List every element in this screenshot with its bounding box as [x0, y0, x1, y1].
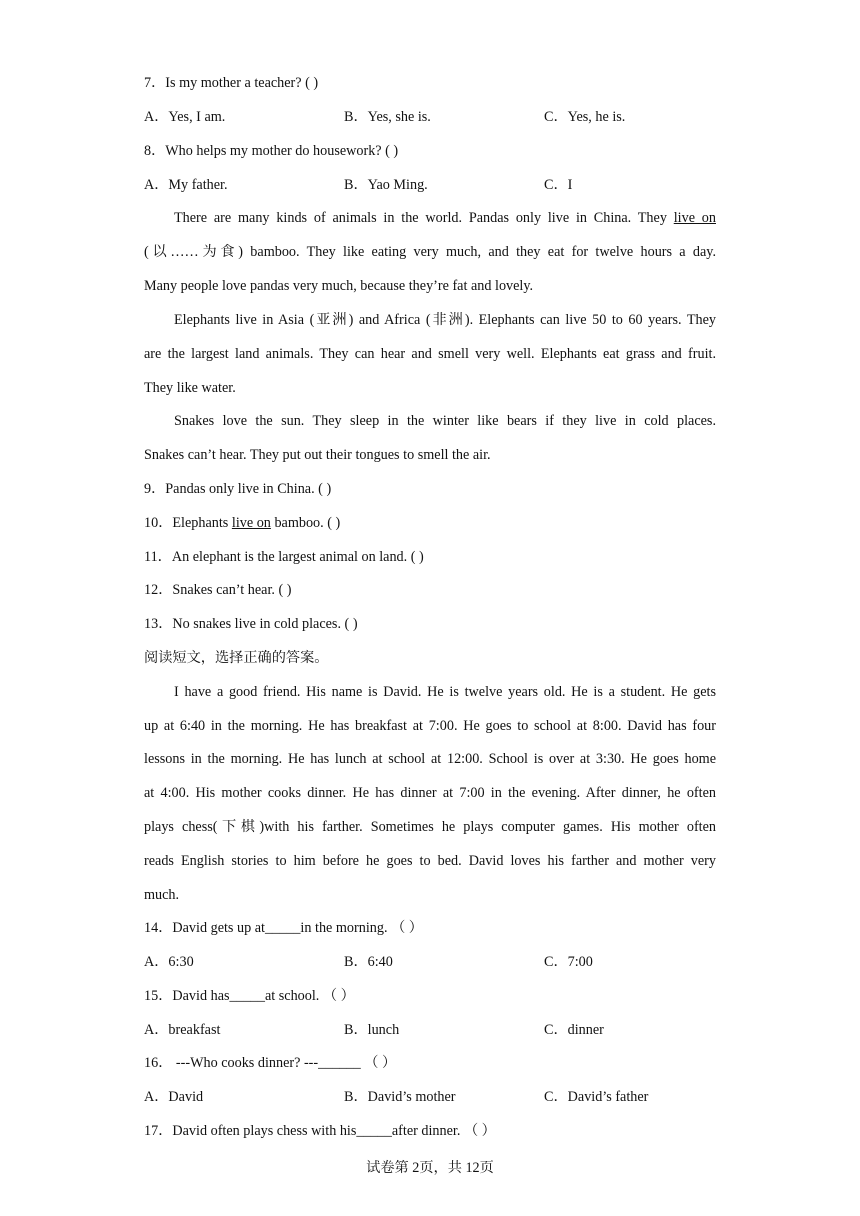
- passage1-line: [174, 208, 716, 228]
- passage1-line: Snakes love the sun. They sleep in the winter like bears if they live in cold places.: [174, 413, 716, 429]
- passage2-line: at 4:00. His mother cooks dinner. He has dinner at 7:00 in the evening. After dinner, he often: [144, 785, 716, 801]
- passage1-line: (以……为食) bamboo. They like eating very much, and they eat for twelve hours a day.: [144, 244, 716, 260]
- passage2-line: much.: [144, 887, 180, 903]
- q8-option-c: C．I: [544, 177, 573, 193]
- question-16: 16． ---Who cooks dinner? ---______ （ ）: [144, 1055, 397, 1071]
- underlined-phrase: live on: [231, 515, 271, 531]
- passage1-line: Elephants live in Asia (亚洲) and Africa (非洲). Elephants can live 50 to 60 years. They: [174, 312, 716, 328]
- question-7: 7．Is my mother a teacher? ( ): [144, 75, 319, 91]
- underlined-phrase: live on: [673, 210, 716, 226]
- passage2-line: plays chess(下棋)with his farther. Sometimes he plays computer games. His mother often: [144, 819, 716, 835]
- question-17: 17．David often plays chess with his_____after dinner. （ ）: [144, 1123, 496, 1139]
- q8-option-b: B．Yao Ming.: [344, 177, 428, 193]
- q15-option-b: B．lunch: [344, 1022, 400, 1038]
- q7-option-b: B．Yes, she is.: [344, 109, 431, 125]
- passage1-line: Many people love pandas very much, because they’re fat and lovely.: [144, 278, 534, 294]
- q7-option-c: C．Yes, he is.: [544, 109, 626, 125]
- passage1-line: Snakes can’t hear. They put out their tongues to smell the air.: [144, 447, 491, 463]
- q7-option-a: A．Yes, I am.: [144, 109, 226, 125]
- passage2-line: up at 6:40 in the morning. He has breakfast at 7:00. He goes to school at 8:00. David has four: [144, 718, 716, 734]
- passage2-line: reads English stories to him before he goes to bed. David loves his farther and mother very: [144, 853, 716, 869]
- q15-option-c: C．dinner: [544, 1022, 604, 1038]
- passage2-line: I have a good friend. His name is David. He is twelve years old. He is a student. He gets: [174, 684, 716, 700]
- q8-option-a: A．My father.: [144, 177, 228, 193]
- page-footer: 试卷第 2页，共 12页: [366, 1160, 494, 1176]
- section-instruction: 阅读短文，选择正确的答案。: [144, 650, 329, 666]
- question-13: 13．No snakes live in cold places. ( ): [144, 616, 358, 632]
- q14-option-a: A．6:30: [144, 954, 194, 970]
- question-11: 11．An elephant is the largest animal on land. ( ): [144, 549, 424, 565]
- passage2-line: lessons in the morning. He has lunch at school at 12:00. School is over at 3:30. He goes home: [144, 751, 716, 767]
- passage1-line: They like water.: [144, 380, 236, 396]
- question-10: [144, 513, 716, 533]
- question-12: 12．Snakes can’t hear. ( ): [144, 582, 292, 598]
- passage1-text: There are many kinds of animals in the world. Pandas only live in China. They: [174, 210, 674, 226]
- question-10-text: 10．Elephants: [144, 515, 232, 531]
- passage1-line: are the largest land animals. They can hear and smell very well. Elephants eat grass and fruit.: [144, 346, 716, 362]
- question-14: 14．David gets up at_____in the morning. （ ）: [144, 920, 423, 936]
- q16-option-c: C．David’s father: [544, 1089, 649, 1105]
- question-15: 15．David has_____at school. （ ）: [144, 988, 355, 1004]
- q15-option-a: A．breakfast: [144, 1022, 221, 1038]
- q14-option-c: C．7:00: [544, 954, 593, 970]
- question-9: 9．Pandas only live in China. ( ): [144, 481, 332, 497]
- question-8: 8．Who helps my mother do housework? ( ): [144, 143, 399, 159]
- q16-option-a: A．David: [144, 1089, 204, 1105]
- q16-option-b: B．David’s mother: [344, 1089, 456, 1105]
- question-10-text: bamboo. ( ): [270, 515, 341, 531]
- q14-option-b: B．6:40: [344, 954, 393, 970]
